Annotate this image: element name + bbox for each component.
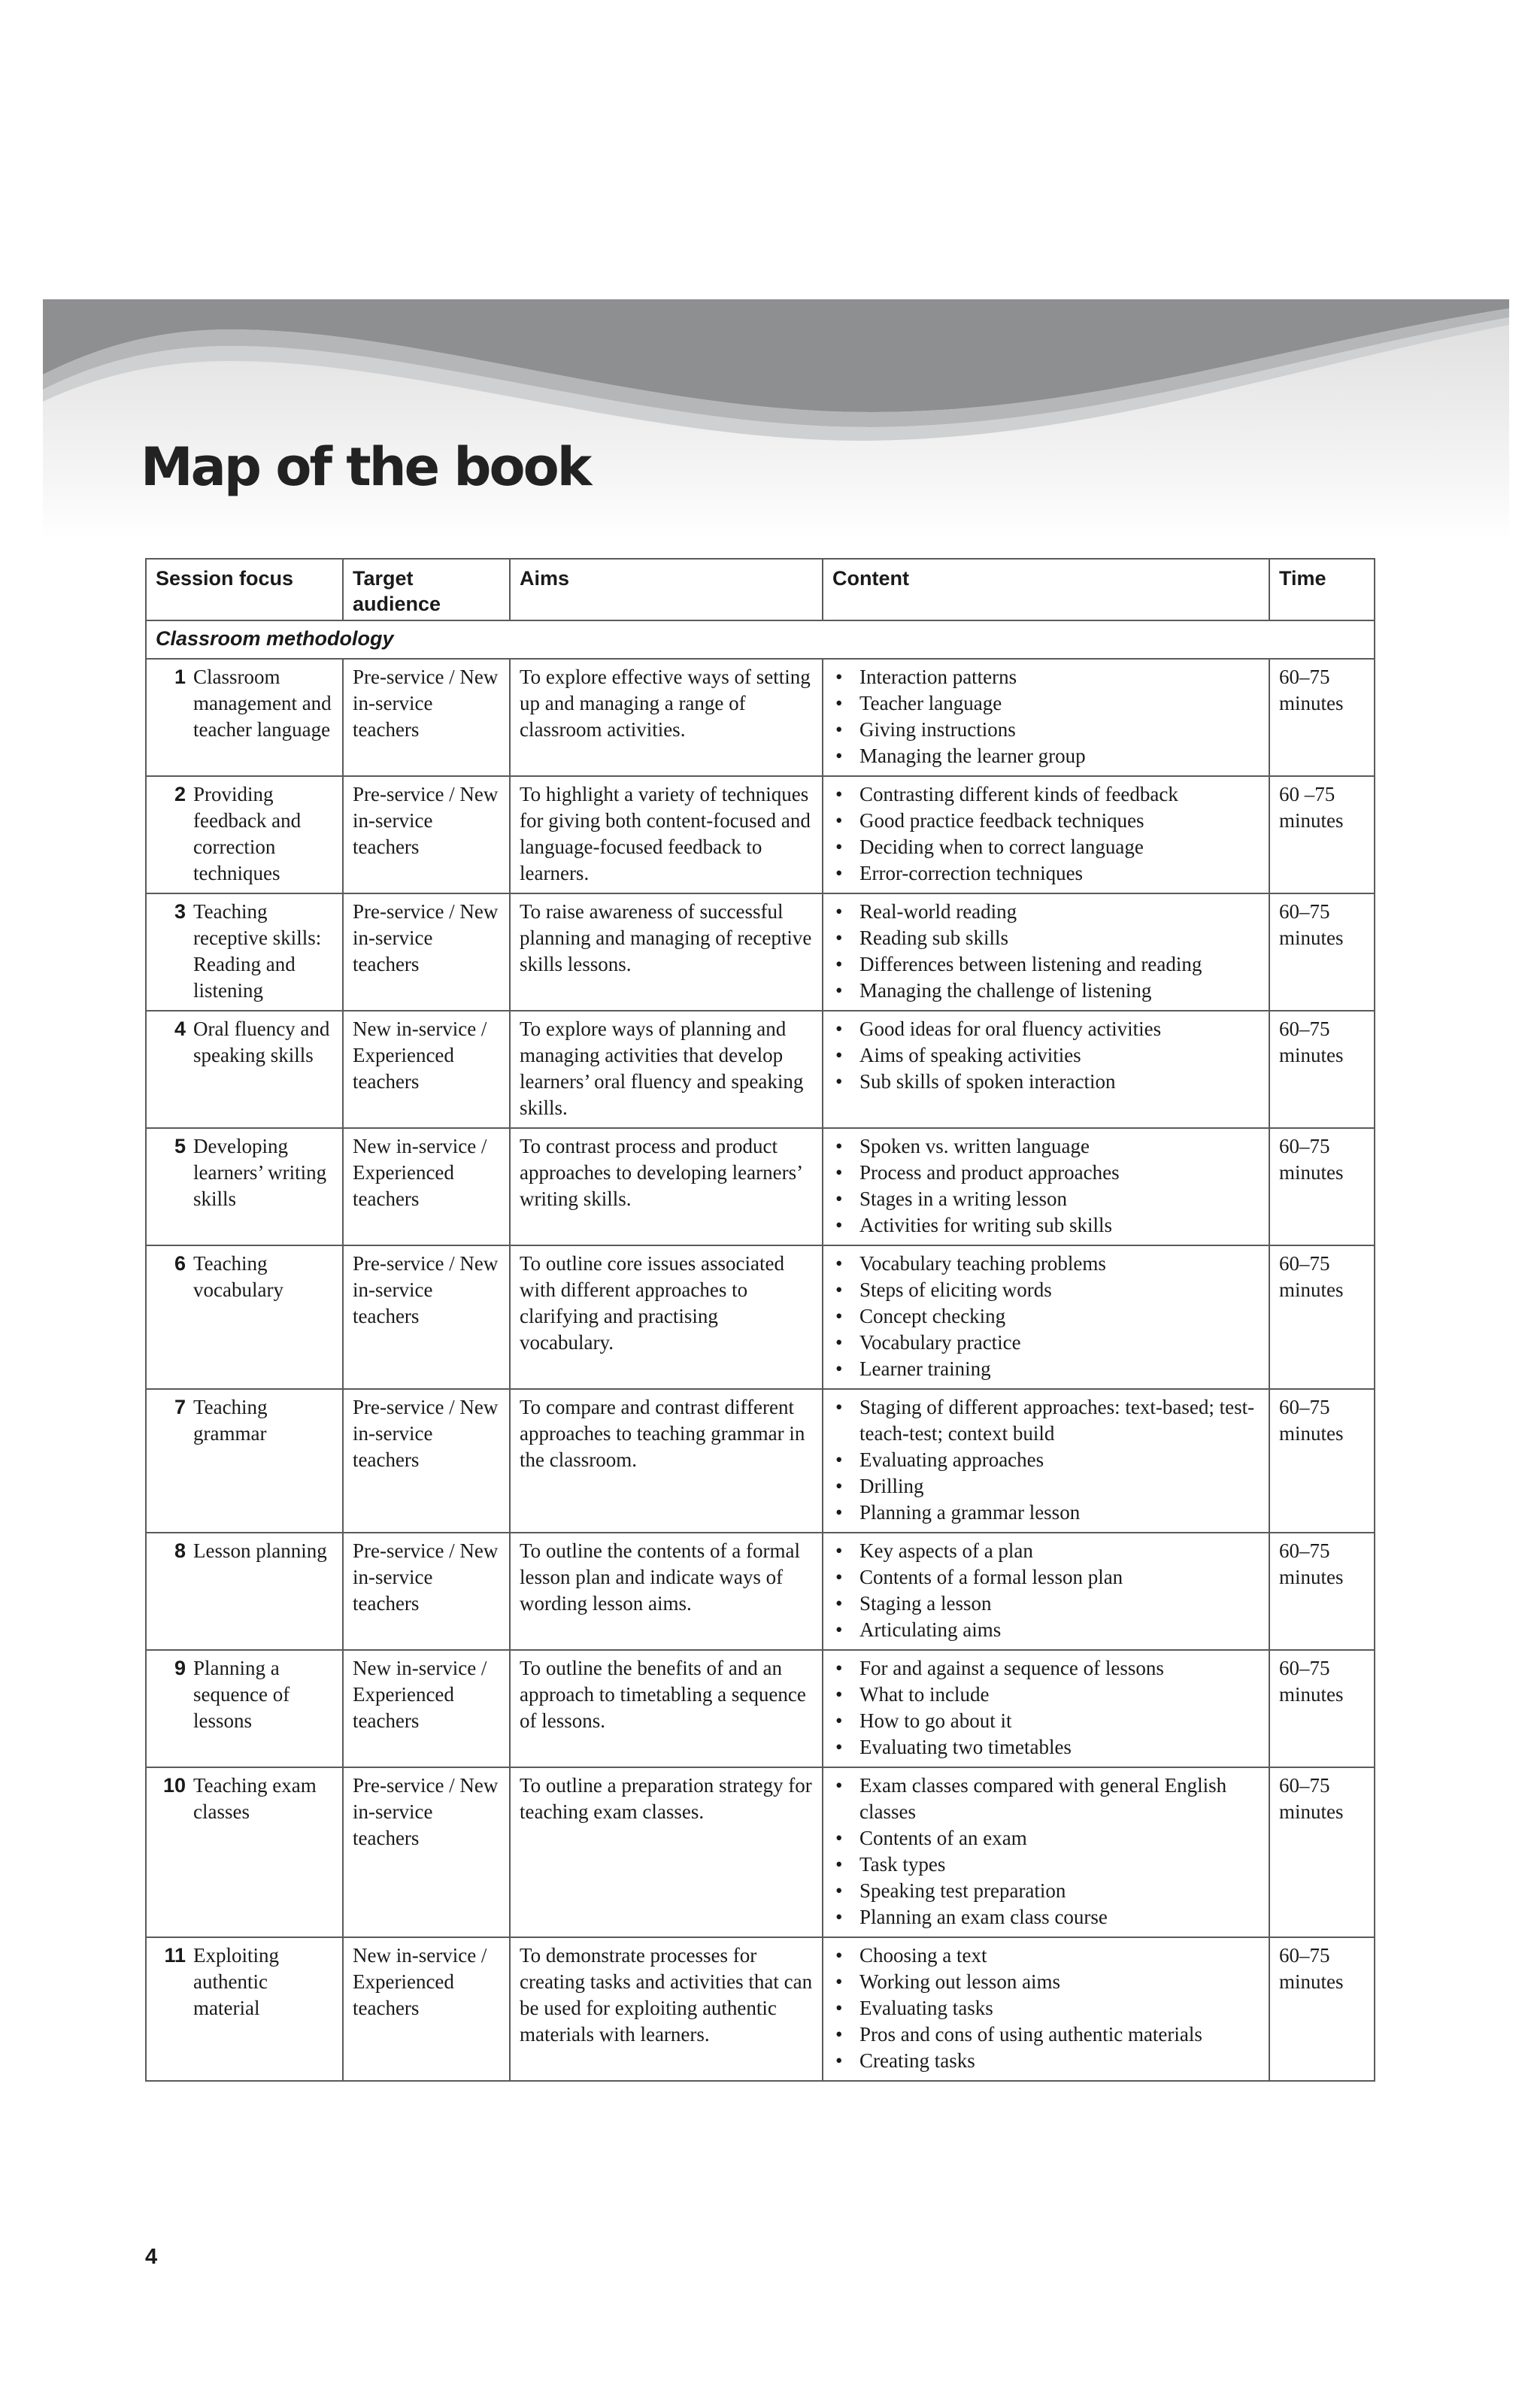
content-item: • Staging of different approaches: text-based; test-teach-test; context build <box>832 1394 1260 1447</box>
table-row <box>146 776 1375 893</box>
session-focus <box>156 1016 333 1069</box>
target-audience: Pre-service / New in-service teachers <box>343 1389 510 1533</box>
content-item: • Stages in a writing lesson <box>832 1186 1260 1212</box>
content-cell <box>823 1650 1269 1767</box>
table-row <box>146 1245 1375 1389</box>
aims: To outline core issues associated with different approaches to clarifying and practising vocabulary. <box>510 1245 823 1389</box>
session-focus <box>156 781 333 887</box>
target-audience: Pre-service / New in-service teachers <box>343 659 510 776</box>
content-list <box>832 781 1260 887</box>
session-number: 6 <box>174 1252 186 1275</box>
content-item: • Planning a grammar lesson <box>832 1500 1260 1526</box>
aims: To raise awareness of successful planning and managing of receptive skills lessons. <box>510 893 823 1011</box>
content-item: • Giving instructions <box>832 717 1260 743</box>
session-title: Providing feedback and correction techniques <box>193 783 302 884</box>
session-number: 4 <box>174 1018 186 1040</box>
content-item: • Sub skills of spoken interaction <box>832 1069 1260 1095</box>
table-row <box>146 1650 1375 1767</box>
session-title: Teaching vocabulary <box>193 1252 283 1301</box>
content-item: • Task types <box>832 1852 1260 1878</box>
content-item: • Activities for writing sub skills <box>832 1212 1260 1239</box>
time: 60–75 minutes <box>1269 1128 1375 1245</box>
session-title: Planning a sequence of lessons <box>193 1657 290 1732</box>
section-row <box>146 620 1375 659</box>
aims: To highlight a variety of techniques for giving both content-focused and language-focused feedback to learners. <box>510 776 823 893</box>
session-number: 7 <box>174 1396 186 1418</box>
session-number: 10 <box>162 1774 186 1797</box>
session-number: 11 <box>164 1944 186 1967</box>
aims: To explore effective ways of setting up and managing a range of classroom activities. <box>510 659 823 776</box>
session-title: Teaching receptive skills: Reading and listening <box>193 900 322 1002</box>
session-focus <box>156 1133 333 1212</box>
content-item: • Working out lesson aims <box>832 1969 1260 1995</box>
content-item: • Reading sub skills <box>832 925 1260 951</box>
table-row <box>146 1389 1375 1533</box>
content-item: • Drilling <box>832 1473 1260 1500</box>
target-audience: Pre-service / New in-service teachers <box>343 1245 510 1389</box>
content-item: • Evaluating tasks <box>832 1995 1260 2021</box>
content-item: • Contents of an exam <box>832 1825 1260 1852</box>
content-cell <box>823 1937 1269 2081</box>
content-list <box>832 1016 1260 1095</box>
session-title: Lesson planning <box>193 1539 327 1562</box>
session-focus <box>156 664 333 743</box>
header-wave-banner <box>43 299 1509 540</box>
table-row <box>146 1533 1375 1650</box>
aims: To outline the benefits of and an approach to timetabling a sequence of lessons. <box>510 1650 823 1767</box>
content-item: • Good practice feedback techniques <box>832 808 1260 834</box>
col-header-session-focus: Session focus <box>146 559 343 620</box>
session-number: 3 <box>174 900 186 923</box>
content-item: • Concept checking <box>832 1303 1260 1330</box>
content-item: • Process and product approaches <box>832 1160 1260 1186</box>
session-focus <box>156 1655 333 1734</box>
time: 60–75 minutes <box>1269 1011 1375 1128</box>
section-title: Classroom methodology <box>146 620 1375 659</box>
session-focus-cell <box>146 659 343 776</box>
time: 60 –75 minutes <box>1269 776 1375 893</box>
content-item: • Differences between listening and reading <box>832 951 1260 978</box>
content-item: • Teacher language <box>832 690 1260 717</box>
session-focus <box>156 1943 333 2021</box>
content-item: • Contrasting different kinds of feedback <box>832 781 1260 808</box>
time: 60–75 minutes <box>1269 1767 1375 1937</box>
col-header-aims: Aims <box>510 559 823 620</box>
session-focus-cell <box>146 1533 343 1650</box>
map-table <box>145 558 1375 2082</box>
session-focus-cell <box>146 893 343 1011</box>
header-row <box>146 559 1375 620</box>
content-list <box>832 1943 1260 2074</box>
content-item: • Aims of speaking activities <box>832 1042 1260 1069</box>
content-list <box>832 1538 1260 1643</box>
content-list <box>832 664 1260 769</box>
aims: To outline a preparation strategy for teaching exam classes. <box>510 1767 823 1937</box>
content-item: • Contents of a formal lesson plan <box>832 1564 1260 1591</box>
content-item: • How to go about it <box>832 1708 1260 1734</box>
session-focus <box>156 1394 333 1447</box>
session-focus-cell <box>146 1767 343 1937</box>
session-number: 8 <box>174 1539 186 1562</box>
content-item: • What to include <box>832 1682 1260 1708</box>
content-item: • Good ideas for oral fluency activities <box>832 1016 1260 1042</box>
session-focus <box>156 899 333 1004</box>
table-row <box>146 893 1375 1011</box>
content-list <box>832 1773 1260 1930</box>
session-focus-cell <box>146 1128 343 1245</box>
content-item: • Planning an exam class course <box>832 1904 1260 1930</box>
content-item: • Steps of eliciting words <box>832 1277 1260 1303</box>
time: 60–75 minutes <box>1269 893 1375 1011</box>
content-item: • Error-correction techniques <box>832 860 1260 887</box>
session-number: 9 <box>174 1657 186 1679</box>
content-cell <box>823 1533 1269 1650</box>
content-item: • Evaluating approaches <box>832 1447 1260 1473</box>
content-list <box>832 899 1260 1004</box>
session-focus <box>156 1251 333 1303</box>
time: 60–75 minutes <box>1269 1389 1375 1533</box>
content-item: • Pros and cons of using authentic materials <box>832 2021 1260 2048</box>
content-item: • Staging a lesson <box>832 1591 1260 1617</box>
target-audience: New in-service / Experienced teachers <box>343 1128 510 1245</box>
content-item: • Evaluating two timetables <box>832 1734 1260 1761</box>
time: 60–75 minutes <box>1269 1533 1375 1650</box>
table-row <box>146 1937 1375 2081</box>
content-cell <box>823 1245 1269 1389</box>
session-number: 2 <box>174 783 186 805</box>
time: 60–75 minutes <box>1269 1245 1375 1389</box>
session-focus-cell <box>146 776 343 893</box>
table-row <box>146 659 1375 776</box>
session-focus-cell <box>146 1650 343 1767</box>
content-cell <box>823 1389 1269 1533</box>
aims: To explore ways of planning and managing activities that develop learners’ oral fluency and speaking skills. <box>510 1011 823 1128</box>
content-item: • Learner training <box>832 1356 1260 1382</box>
session-focus <box>156 1538 333 1564</box>
content-cell <box>823 659 1269 776</box>
session-title: Teaching exam classes <box>193 1774 317 1823</box>
session-title: Exploiting authentic material <box>193 1944 279 2019</box>
content-item: • Interaction patterns <box>832 664 1260 690</box>
session-title: Classroom management and teacher language <box>193 666 332 741</box>
table-row <box>146 1011 1375 1128</box>
aims: To contrast process and product approaches to developing learners’ writing skills. <box>510 1128 823 1245</box>
session-title: Oral fluency and speaking skills <box>193 1018 330 1066</box>
content-list <box>832 1251 1260 1382</box>
aims: To compare and contrast different approaches to teaching grammar in the classroom. <box>510 1389 823 1533</box>
content-cell <box>823 776 1269 893</box>
target-audience: New in-service / Experienced teachers <box>343 1937 510 2081</box>
content-item: • Spoken vs. written language <box>832 1133 1260 1160</box>
page-number: 4 <box>145 2245 158 2269</box>
session-number: 5 <box>174 1135 186 1157</box>
content-item: • For and against a sequence of lessons <box>832 1655 1260 1682</box>
col-header-content: Content <box>823 559 1269 620</box>
content-cell <box>823 1011 1269 1128</box>
content-item: • Real-world reading <box>832 899 1260 925</box>
page-title: Map of the book <box>141 436 590 498</box>
content-cell <box>823 1767 1269 1937</box>
session-number: 1 <box>174 666 186 688</box>
content-item: • Exam classes compared with general English classes <box>832 1773 1260 1825</box>
session-title: Developing learners’ writing skills <box>193 1135 327 1210</box>
content-item: • Choosing a text <box>832 1943 1260 1969</box>
session-focus <box>156 1773 333 1825</box>
content-item: • Managing the learner group <box>832 743 1260 769</box>
content-list <box>832 1655 1260 1761</box>
time: 60–75 minutes <box>1269 1650 1375 1767</box>
aims: To demonstrate processes for creating tasks and activities that can be used for exploiting authentic materials with learners. <box>510 1937 823 2081</box>
col-header-time: Time <box>1269 559 1375 620</box>
table-row <box>146 1767 1375 1937</box>
table-row <box>146 1128 1375 1245</box>
content-item: • Speaking test preparation <box>832 1878 1260 1904</box>
target-audience: Pre-service / New in-service teachers <box>343 776 510 893</box>
content-item: • Key aspects of a plan <box>832 1538 1260 1564</box>
content-item: • Managing the challenge of listening <box>832 978 1260 1004</box>
time: 60–75 minutes <box>1269 659 1375 776</box>
content-list <box>832 1133 1260 1239</box>
content-cell <box>823 893 1269 1011</box>
target-audience: Pre-service / New in-service teachers <box>343 1533 510 1650</box>
content-list <box>832 1394 1260 1526</box>
content-item: • Deciding when to correct language <box>832 834 1260 860</box>
session-title: Teaching grammar <box>193 1396 268 1445</box>
session-focus-cell <box>146 1245 343 1389</box>
time: 60–75 minutes <box>1269 1937 1375 2081</box>
content-item: • Vocabulary teaching problems <box>832 1251 1260 1277</box>
content-cell <box>823 1128 1269 1245</box>
target-audience: Pre-service / New in-service teachers <box>343 1767 510 1937</box>
session-focus-cell <box>146 1011 343 1128</box>
content-item: • Articulating aims <box>832 1617 1260 1643</box>
session-focus-cell <box>146 1937 343 2081</box>
target-audience: New in-service / Experienced teachers <box>343 1011 510 1128</box>
session-focus-cell <box>146 1389 343 1533</box>
content-item: • Vocabulary practice <box>832 1330 1260 1356</box>
col-header-target-audience: Target audience <box>343 559 510 620</box>
content-item: • Creating tasks <box>832 2048 1260 2074</box>
aims: To outline the contents of a formal lesson plan and indicate ways of wording lesson aims. <box>510 1533 823 1650</box>
target-audience: Pre-service / New in-service teachers <box>343 893 510 1011</box>
target-audience: New in-service / Experienced teachers <box>343 1650 510 1767</box>
